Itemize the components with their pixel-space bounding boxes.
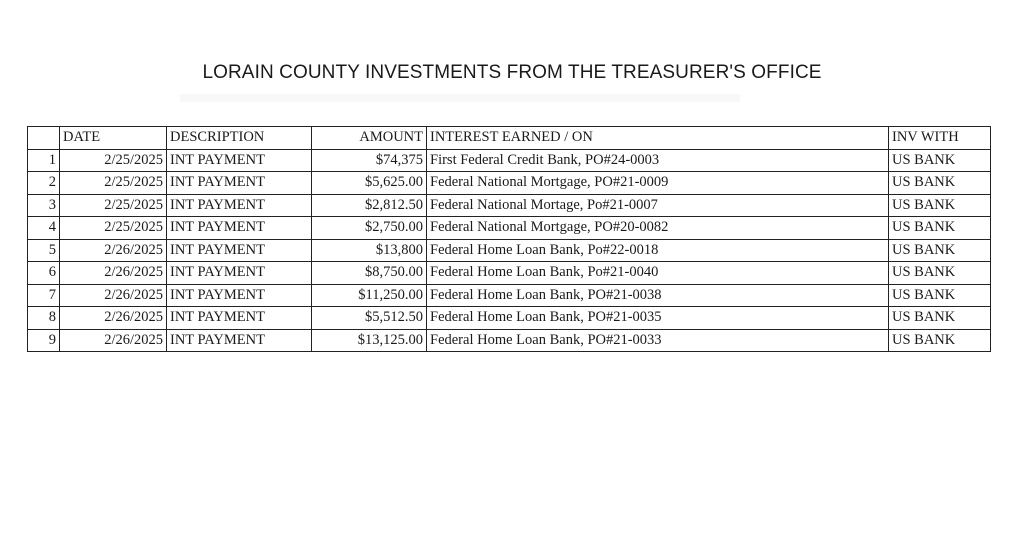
description-cell: INT PAYMENT: [167, 284, 312, 307]
table-row: [28, 239, 991, 262]
inv-with-cell: US BANK: [889, 262, 991, 285]
interest-earned-cell: Federal National Mortgage, PO#21-0009: [427, 172, 889, 195]
description-cell: INT PAYMENT: [167, 307, 312, 330]
amount-cell: $8,750.00: [312, 262, 427, 285]
row-number: 6: [28, 262, 60, 285]
row-number: 5: [28, 239, 60, 262]
description-cell: INT PAYMENT: [167, 172, 312, 195]
interest-earned-cell: Federal Home Loan Bank, PO#21-0033: [427, 329, 889, 352]
interest-earned-cell: Federal National Mortage, Po#21-0007: [427, 194, 889, 217]
description-cell: INT PAYMENT: [167, 194, 312, 217]
date-cell: 2/26/2025: [60, 262, 167, 285]
table-row: [28, 329, 991, 352]
date-cell: 2/26/2025: [60, 239, 167, 262]
investments-table: [27, 126, 991, 352]
interest-earned-cell: Federal Home Loan Bank, PO#21-0035: [427, 307, 889, 330]
header-amount: AMOUNT: [312, 127, 427, 150]
amount-cell: $13,125.00: [312, 329, 427, 352]
header-date: DATE: [60, 127, 167, 150]
row-number: 8: [28, 307, 60, 330]
row-number: 1: [28, 149, 60, 172]
interest-earned-cell: Federal Home Loan Bank, Po#21-0040: [427, 262, 889, 285]
amount-cell: $2,812.50: [312, 194, 427, 217]
inv-with-cell: US BANK: [889, 217, 991, 240]
header-inv-with: INV WITH: [889, 127, 991, 150]
interest-earned-cell: Federal Home Loan Bank, PO#21-0038: [427, 284, 889, 307]
table-row: [28, 217, 991, 240]
inv-with-cell: US BANK: [889, 239, 991, 262]
inv-with-cell: US BANK: [889, 307, 991, 330]
date-cell: 2/25/2025: [60, 172, 167, 195]
table-row: [28, 149, 991, 172]
header-interest-earned: INTEREST EARNED / ON: [427, 127, 889, 150]
row-number: 3: [28, 194, 60, 217]
amount-cell: $11,250.00: [312, 284, 427, 307]
date-cell: 2/25/2025: [60, 217, 167, 240]
header-description: DESCRIPTION: [167, 127, 312, 150]
date-cell: 2/25/2025: [60, 149, 167, 172]
inv-with-cell: US BANK: [889, 194, 991, 217]
description-cell: INT PAYMENT: [167, 217, 312, 240]
table-row: [28, 307, 991, 330]
faint-background-artifact: [180, 94, 740, 102]
description-cell: INT PAYMENT: [167, 329, 312, 352]
header-num: [28, 127, 60, 150]
date-cell: 2/25/2025: [60, 194, 167, 217]
table-row: [28, 172, 991, 195]
interest-earned-cell: Federal National Mortgage, PO#20-0082: [427, 217, 889, 240]
description-cell: INT PAYMENT: [167, 239, 312, 262]
row-number: 4: [28, 217, 60, 240]
amount-cell: $2,750.00: [312, 217, 427, 240]
table-row: [28, 262, 991, 285]
inv-with-cell: US BANK: [889, 149, 991, 172]
amount-cell: $74,375: [312, 149, 427, 172]
row-number: 7: [28, 284, 60, 307]
description-cell: INT PAYMENT: [167, 262, 312, 285]
date-cell: 2/26/2025: [60, 329, 167, 352]
interest-earned-cell: Federal Home Loan Bank, Po#22-0018: [427, 239, 889, 262]
inv-with-cell: US BANK: [889, 329, 991, 352]
date-cell: 2/26/2025: [60, 284, 167, 307]
amount-cell: $5,625.00: [312, 172, 427, 195]
table-header-row: [28, 127, 991, 150]
interest-earned-cell: First Federal Credit Bank, PO#24-0003: [427, 149, 889, 172]
table-row: [28, 284, 991, 307]
inv-with-cell: US BANK: [889, 284, 991, 307]
description-cell: INT PAYMENT: [167, 149, 312, 172]
date-cell: 2/26/2025: [60, 307, 167, 330]
page-title: LORAIN COUNTY INVESTMENTS FROM THE TREASURER'S OFFICE: [202, 62, 822, 83]
row-number: 9: [28, 329, 60, 352]
table-row: [28, 194, 991, 217]
inv-with-cell: US BANK: [889, 172, 991, 195]
amount-cell: $13,800: [312, 239, 427, 262]
amount-cell: $5,512.50: [312, 307, 427, 330]
row-number: 2: [28, 172, 60, 195]
